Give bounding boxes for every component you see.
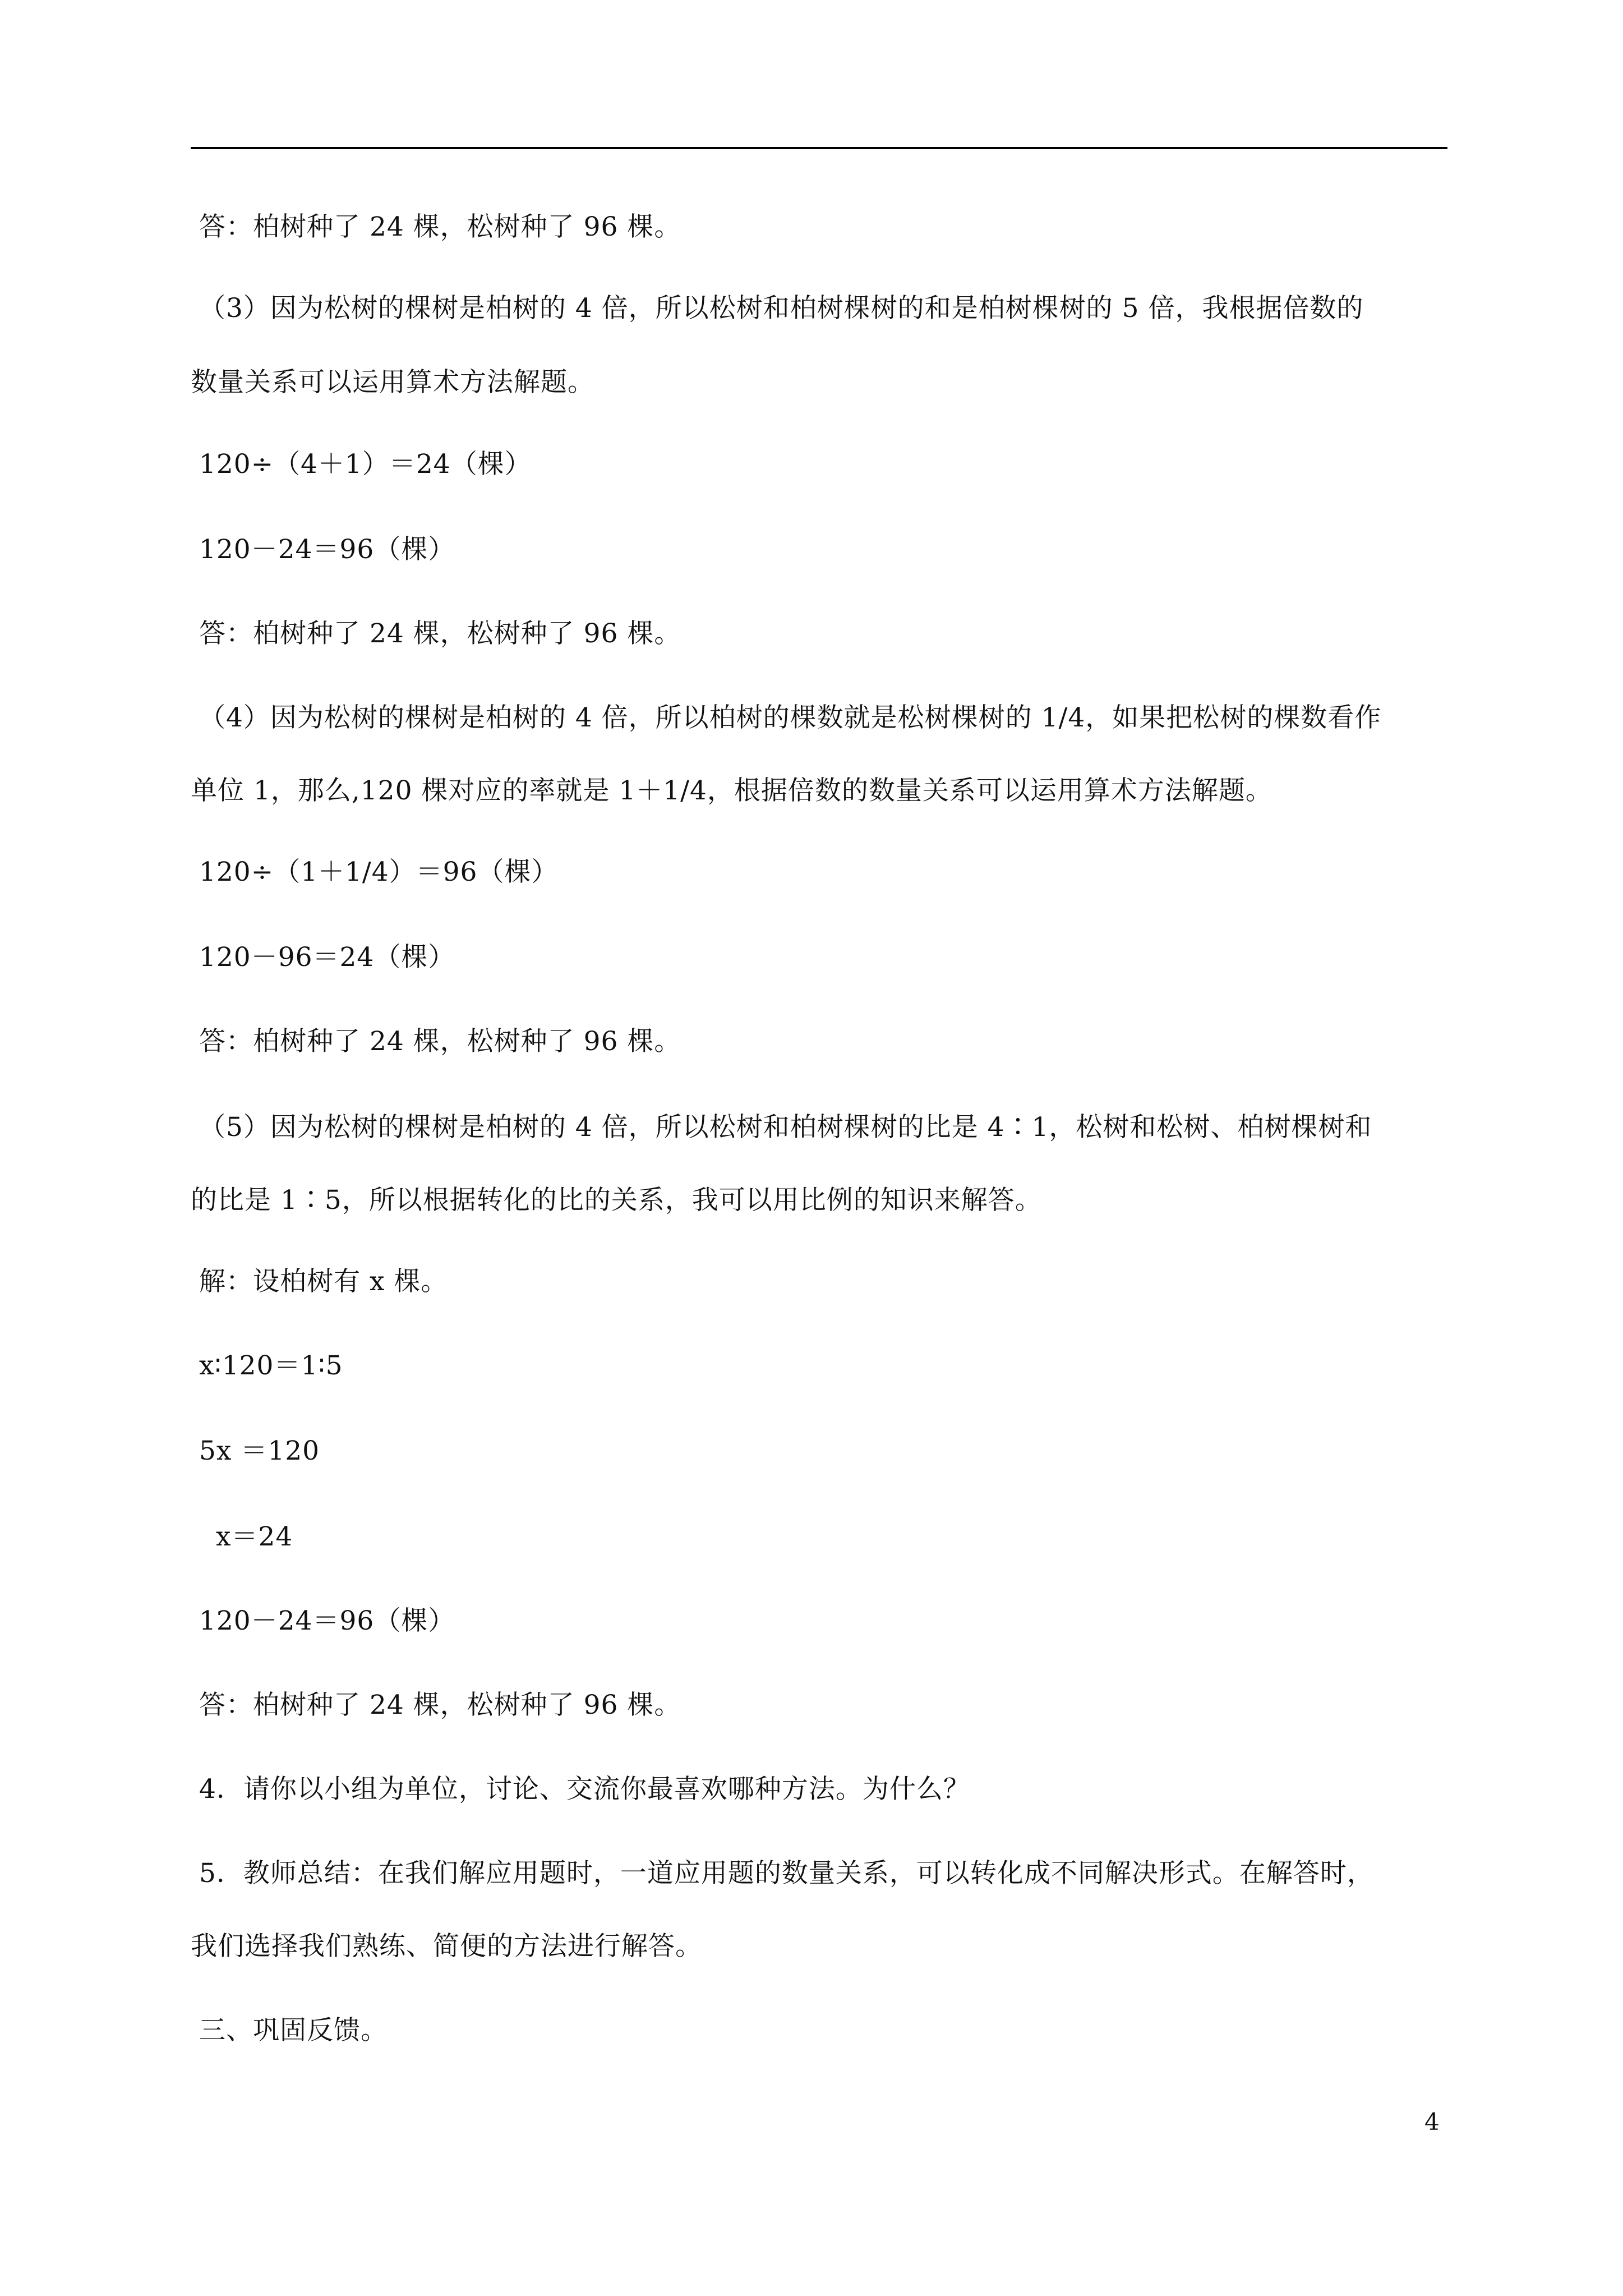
solution-setup: 解：设柏树有 x 棵。 [199,1266,448,1297]
answer-line: 答：柏树种了 24 棵，松树种了 96 棵。 [199,1690,681,1720]
method-3-paragraph-continued: 数量关系可以运用算术方法解题。 [191,367,594,398]
method-4-paragraph-continued: 单位 1，那么,120 棵对应的率就是 1＋1/4，根据倍数的数量关系可以运用算术方法解题。 [191,775,1272,806]
section-heading: 三、巩固反馈。 [199,2015,388,2046]
equation-line: 120－96＝24（棵） [199,942,455,973]
equation-line: x∶120＝1∶5 [199,1350,343,1381]
step-5-paragraph-continued: 我们选择我们熟练、简便的方法进行解答。 [191,1931,702,1962]
method-5-paragraph-continued: 的比是 1∶5，所以根据转化的比的关系，我可以用比例的知识来解答。 [191,1185,1042,1216]
step-5-paragraph: 5．教师总结：在我们解应用题时，一道应用题的数量关系，可以转化成不同解决形式。在解答时， [199,1858,1374,1889]
page-number: 4 [1424,2108,1440,2136]
answer-line: 答：柏树种了 24 棵，松树种了 96 棵。 [199,1026,681,1057]
equation-line: 120÷（4＋1）＝24（棵） [199,449,532,480]
method-4-paragraph: （4）因为松树的棵树是柏树的 4 倍，所以柏树的棵数就是松树棵树的 1/4，如果把松树的棵数看作 [199,702,1382,733]
equation-line: 120－24＝96（棵） [199,1605,455,1636]
equation-line: 120－24＝96（棵） [199,534,455,565]
equation-line: 5x ＝120 [199,1435,320,1466]
equation-line: x＝24 [216,1521,293,1552]
answer-line: 答：柏树种了 24 棵，松树种了 96 棵。 [199,618,681,649]
method-3-paragraph: （3）因为松树的棵树是柏树的 4 倍，所以松树和柏树棵树的和是柏树棵树的 5 倍，我根据倍数的 [199,293,1364,324]
header-rule [191,147,1447,149]
step-4-paragraph: 4．请你以小组为单位，讨论、交流你最喜欢哪种方法。为什么？ [199,1774,970,1805]
method-5-paragraph: （5）因为松树的棵树是柏树的 4 倍，所以松树和柏树棵树的比是 4∶1，松树和松树、柏树棵树和 [199,1112,1372,1143]
equation-line: 120÷（1＋1/4）＝96（棵） [199,857,559,887]
answer-line: 答：柏树种了 24 棵，松树种了 96 棵。 [199,211,681,242]
